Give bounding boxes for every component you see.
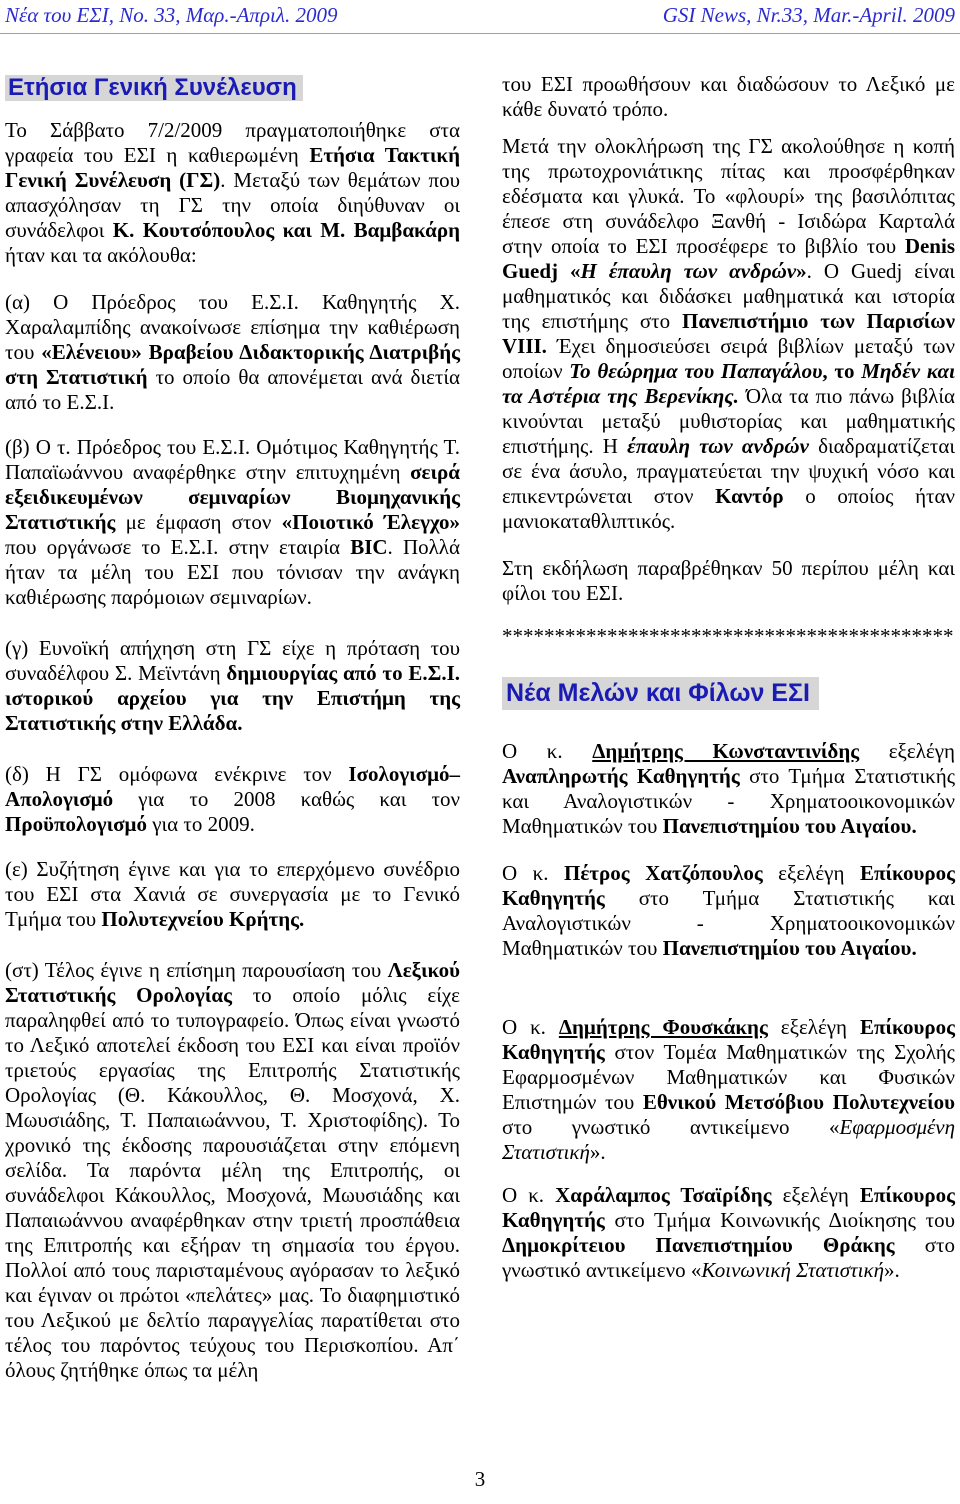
cantor-name: Καντόρ: [715, 484, 784, 508]
member-news-item: [502, 861, 955, 961]
item-a-paragraph: [5, 290, 460, 415]
book-author: Denis Guedj «: [502, 234, 955, 283]
header-issue-greek: Νέα του ΕΣΙ, Νο. 33, Μαρ.-Απριλ. 2009: [5, 3, 338, 27]
celebration-text: ο οποίος ήταν μανιοκαταθλιπτικός.: [502, 484, 955, 533]
news-text: εξελέγη: [762, 861, 860, 885]
header-divider: [0, 33, 960, 34]
company-name: BIC: [350, 535, 388, 559]
intro-text: . Μεταξύ των θεμάτων που απασχόλησαν τη ΓΣ την οποία διηύθυναν οι συνάδελφοι: [5, 168, 460, 242]
university-name: Πανεπιστημίου του Αιγαίου.: [662, 814, 917, 838]
quality-control: «Ποιοτικό Έλεγχο»: [281, 510, 460, 534]
celebration-text: διαδραματίζεται σε ένα άσυλο, πραγματεύεται την ψυχική νόσο και επικεντρώνεται στον: [502, 434, 955, 508]
dictionary-title: Λεξικού Στατιστικής Ορολογίας: [5, 958, 460, 1007]
item-b-text: που οργάνωσε το Ε.Σ.Ι. στην εταιρία: [5, 535, 351, 559]
celebration-paragraph: [502, 134, 955, 534]
archive-proposal: δημιουργίας από το Ε.Σ.Ι. ιστορικού αρχείου για την Επιστήμη της Στατιστικής στην Ελλάδα.: [5, 661, 461, 735]
seminar-series: σειρά εξειδικευμένων σεμιναρίων Βιομηχανικής Στατιστικής: [5, 460, 460, 534]
page-number: 3: [474, 1467, 486, 1491]
book-title-villa: Η έπαυλη των ανδρών: [580, 259, 797, 283]
attendance-paragraph: Στη εκδήλωση παραβρέθηκαν 50 περίπου μέλη και φίλοι του ΕΣΙ.: [502, 556, 955, 605]
item-e-text: (ε) Συζήτηση έγινε και για το επερχόμενο συνέδριο του ΕΣΙ στα Χανιά σε συνεργασία με το Γενικό Τμήμα του: [5, 857, 460, 931]
intro-paragraph: [5, 118, 460, 268]
news-text: στο Τμήμα Στατιστικής και Αναλογιστικών - Χρηματοοικονομικών Μαθηματικών του: [502, 764, 956, 838]
book-quote-close: »: [796, 259, 807, 283]
asterisk-separator: *******************************************: [502, 624, 954, 648]
member-news-item: [502, 1183, 955, 1283]
paris-university: Πανεπιστήμιο των Παρισίων VIII.: [502, 309, 955, 358]
item-b-text: . Πολλά ήταν τα μέλη του ΕΣΙ που τόνισαν την ανάγκη καθιέρωσης παρόμοιων σεμιναρίων.: [5, 535, 460, 609]
balance-sheet: Ισολογισμό– Απολογισμό: [5, 762, 460, 811]
item-b-text: (β) Ο τ. Πρόεδρος του Ε.Σ.Ι. Ομότιμος Καθηγητής Τ. Παπαϊωάννου αναφέρθηκε στην επιτυχημένη: [5, 435, 460, 484]
news-text: Ο κ.: [502, 1183, 556, 1207]
item-f-continued-paragraph: του ΕΣΙ προωθήσουν και διαδώσουν το Λεξικό με κάθε δυνατό τρόπο.: [502, 72, 955, 121]
member-name: Πέτρος Χατζόπουλος: [564, 861, 763, 885]
position-title: Επίκουρος Καθηγητής: [502, 1015, 956, 1064]
book-list-joiner: , το: [822, 359, 862, 383]
item-c-paragraph: [5, 636, 460, 736]
news-text: στο γνωστικό αντικείμενο «: [502, 1233, 955, 1282]
news-text: εξελέγη: [859, 739, 956, 763]
member-name: Δημήτρης Κωνσταντινίδης: [592, 739, 860, 763]
member-news-item: [502, 739, 955, 839]
item-b-paragraph: [5, 435, 460, 610]
left-column: [5, 72, 460, 1383]
item-b-text: με έμφαση στον: [115, 510, 282, 534]
university-name: Εθνικού Μετσόβιου Πολυτεχνείου: [642, 1090, 956, 1114]
chairs-names: Κ. Κουτσόπουλος και Μ. Βαμβακάρη: [112, 218, 460, 242]
news-text: στο γνωστικό αντικείμενο «: [502, 1115, 840, 1139]
field-name: Εφαρμοσμένη Στατιστική: [502, 1115, 955, 1164]
item-e-paragraph: [5, 857, 460, 932]
item-f-text: το οποίο μόλις είχε παραληφθεί από το τυπογραφείο. Όπως είναι γνωστό το Λεξικό αποτελεί έκδοση του ΕΣΙ και είναι προϊόν τριετούς εργασίας της Επιτροπής Στατιστικής Ορολογίας (Θ. Κάκουλλος, Θ. Μοσχονά, Χ. Μωυσιάδης, Τ. Παπαιωάννου, Τ. Χριστοφίδης). Το χρονικό της έκδοσης παρουσιάζεται στην επόμενη σελίδα. Τα παρόντα μέλη της Επιτροπής, οι συνάδελφοι Κάκουλλος, Μοσχονά, Μωυσιάδης και Παπαιωάννου αναφέρθηκαν στην τριετή προσπάθεια της Επιτροπής και εξήραν τη σημασία του έργου. Πολλοί από τους παρισταμένους αγόρασαν το λεξικό και έγιναν οι πρώτοι «πελάτες» μας. Το διαφημιστικό του Λεξικού με δελτίο παραγγελίας παρατίθεται στο τέλος του παρόντος τεύχους του Περισκοπίου. Απ΄ όλους ζητήθηκε όπως τα μέλη: [5, 983, 460, 1382]
item-f-text: (στ) Τέλος έγινε η επίσημη παρουσίαση του: [5, 958, 388, 982]
item-f-paragraph: [5, 958, 460, 1383]
book-title-parrot: Το θεώρημα του Παπαγάλου: [569, 359, 823, 383]
university-name: Πανεπιστημίου του Αιγαίου.: [662, 936, 917, 960]
header-issue-english: GSI News, Nr.33, Mar.-April. 2009: [662, 3, 955, 27]
book-title-villa-short: έπαυλη των ανδρών: [627, 434, 809, 458]
university-name: Δημοκρίτειου Πανεπιστημίου Θράκης: [502, 1233, 895, 1257]
member-news-item: [502, 1015, 955, 1165]
news-text: εξελέγη: [767, 1015, 860, 1039]
polytechnic-name: Πολυτεχνείου Κρήτης.: [101, 907, 305, 931]
news-text: ».: [884, 1258, 900, 1282]
item-d-paragraph: [5, 762, 460, 837]
award-name: «Ελένειου» Βραβείου Διδακτορικής Διατριβής στη Στατιστική: [5, 340, 460, 389]
news-text: στο Τμήμα Κοινωνικής Διοίκησης του: [604, 1208, 955, 1232]
celebration-text: Έχει δημοσιεύσει σειρά βιβλίων μεταξύ των οποίων: [502, 334, 955, 383]
field-name: Κοινωνική Στατιστική: [701, 1258, 884, 1282]
news-text: Ο κ.: [502, 1015, 559, 1039]
position-title: Επίκουρος Καθηγητής: [502, 1183, 955, 1232]
news-text: Ο κ.: [502, 861, 564, 885]
meeting-name: Ετήσια Τακτική Γενική Συνέλευση (ΓΣ): [5, 143, 461, 192]
member-name: Δημήτρης Φουσκάκης: [558, 1015, 768, 1039]
intro-text: ήταν και τα ακόλουθα:: [5, 243, 197, 267]
news-text: στο Τμήμα Στατιστικής και Αναλογιστικών - Χρηματοοικονομικών Μαθηματικών του: [502, 886, 955, 960]
member-name: Χαράλαμπος Τσαϊρίδης: [555, 1183, 772, 1207]
intro-text: Το Σάββατο 7/2/2009 πραγματοποιήθηκε στα γραφεία του ΕΣΙ η καθιερωμένη: [5, 118, 460, 167]
news-text: στον Τομέα Μαθηματικών της Σχολής Εφαρμοσμένων Μαθηματικών και Φυσικών Επιστημών του: [502, 1040, 955, 1114]
news-text: εξελέγη: [771, 1183, 860, 1207]
position-title: Επίκουρος Καθηγητής: [502, 861, 956, 910]
right-column: [502, 72, 955, 1283]
book-title-zero: Μηδέν και τα Αστέρια της Βερενίκης.: [502, 359, 955, 408]
news-text: ».: [589, 1140, 606, 1164]
annual-meeting-heading: Ετήσια Γενική Συνέλευση: [5, 75, 303, 101]
item-a-text: (α) Ο Πρόεδρος του Ε.Σ.Ι. Καθηγητής Χ. Χαραλαμπίδης ανακοίνωσε επίσημα την καθιέρωση του: [5, 290, 460, 364]
item-d-text: για το 2009.: [146, 812, 255, 836]
celebration-text: Όλα τα πιο πάνω βιβλία κινούνται μεταξύ μυθιστορίας και μαθηματικής επιστήμης. Η: [502, 384, 955, 458]
item-d-text: για το 2008 καθώς και τον: [113, 787, 460, 811]
celebration-text: Μετά την ολοκλήρωση της ΓΣ ακολούθησε η κοπή της πρωτοχρονιάτικης πίτας και προσφέρθηκαν εδέσματα και γλυκά. Το «φλουρί» της βασιλόπιτας έπεσε στη συνάδελφο Ξανθή - Ισιδώρα Καρταλά στην οποία το ΕΣΙ προσέφερε το βιβλίο του: [502, 134, 955, 258]
position-title: Αναπληρωτής Καθηγητής: [502, 764, 740, 788]
item-d-text: (δ) Η ΓΣ ομόφωνα ενέκρινε τον: [5, 762, 349, 786]
item-a-text: το οποίο θα απονέμεται ανά διετία από το Ε.Σ.Ι.: [5, 365, 461, 414]
celebration-text: . Ο Guedj είναι μαθηματικός και διδάσκει μαθηματικά και ιστορία της επιστήμης στο: [502, 259, 955, 333]
member-news-heading: Νέα Μελών και Φίλων ΕΣΙ: [502, 677, 819, 710]
budget: Προϋπολογισμό: [5, 812, 147, 836]
news-text: Ο κ.: [502, 739, 593, 763]
item-c-text: (γ) Ευνοϊκή απήχηση στη ΓΣ είχε η πρόταση του συναδέλφου Σ. Μεϊντάνη: [5, 636, 460, 685]
